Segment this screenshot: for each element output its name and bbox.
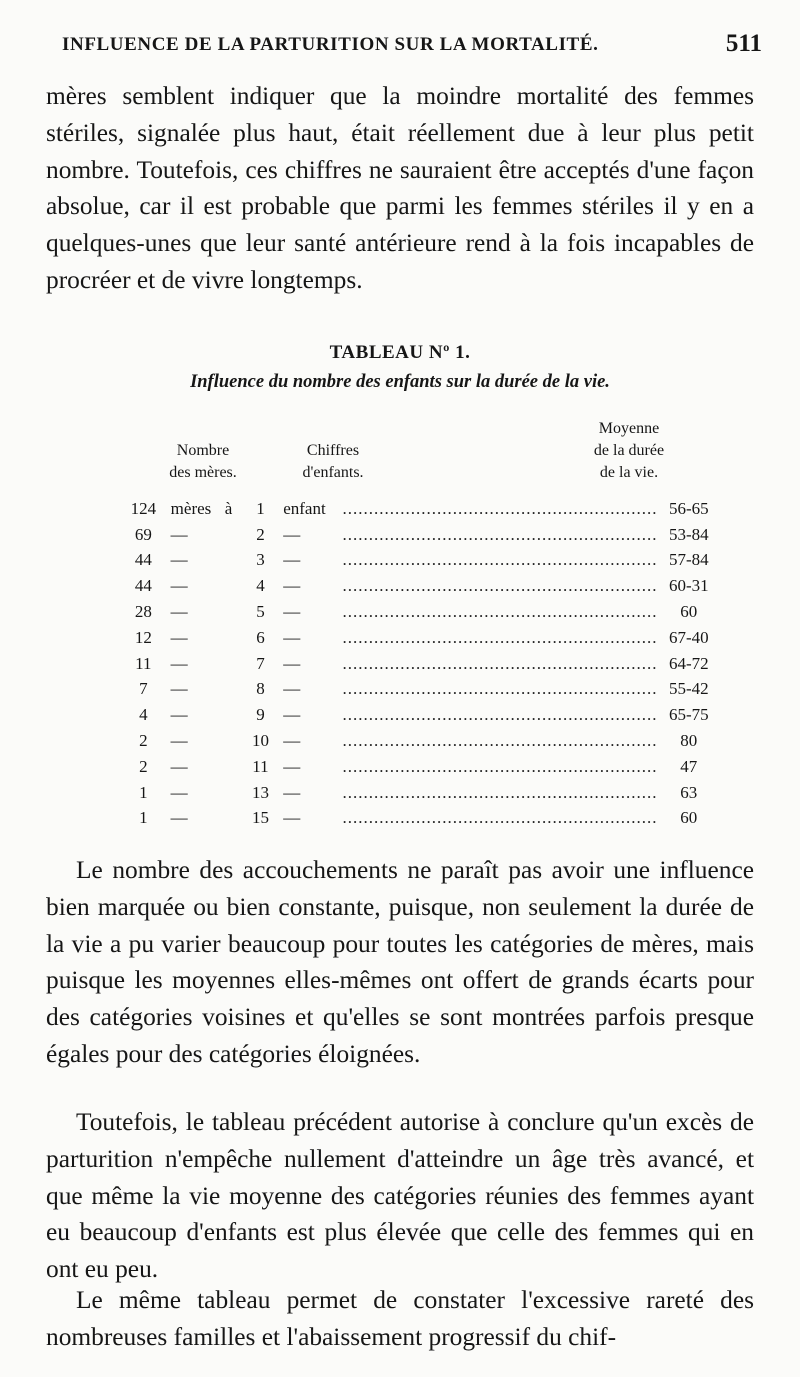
table-row — [120, 780, 720, 806]
mothers-count: 11 — [135, 653, 152, 673]
preposition — [219, 806, 237, 832]
column-header-average-line-3: de la vie. — [599, 464, 659, 481]
running-title: INFLUENCE DE LA PARTURITION SUR LA MORTALITÉ. — [62, 34, 599, 55]
average-lifespan: 60 — [680, 602, 698, 622]
mothers-unit: — — [170, 679, 188, 699]
average-lifespan: 80 — [680, 731, 698, 751]
mothers-unit: — — [170, 653, 188, 673]
average-lifespan: 57-84 — [668, 550, 709, 570]
column-header-mothers — [148, 440, 258, 484]
mothers-unit: — — [170, 705, 188, 725]
preposition — [219, 754, 237, 780]
table-row — [120, 496, 720, 522]
table-row — [120, 573, 720, 599]
children-unit: — — [283, 627, 301, 647]
table-title: TABLEAU Nº 1. — [329, 342, 471, 363]
dot-leader: ............................................................ — [342, 731, 658, 751]
column-header-children — [278, 440, 388, 484]
children-count: 2 — [256, 524, 265, 544]
average-lifespan: 47 — [680, 756, 698, 776]
children-count: 5 — [256, 602, 265, 622]
paragraph-3: Toutefois, le tableau précédent autorise à conclure qu'un excès de parturition n'empêche nullement d'atteindre un âge très avancé, et que même la vie moyenne des catégories réunies des femmes ayant eu beaucoup d'enfants est plus élevée que celle des femmes qui en ont eu peu. — [46, 1108, 754, 1284]
children-count: 9 — [256, 705, 265, 725]
column-header-mothers-line-1: Nombre — [176, 442, 230, 459]
column-header-mothers-line-2: des mères. — [169, 464, 237, 481]
mothers-count: 44 — [134, 576, 152, 596]
children-unit: — — [283, 756, 301, 776]
children-count: 7 — [256, 653, 265, 673]
children-count: 8 — [256, 679, 265, 699]
children-count: 4 — [256, 576, 265, 596]
mothers-unit: — — [170, 756, 188, 776]
column-header-average-line-2: de la durée — [593, 442, 665, 459]
table-row — [120, 702, 720, 728]
column-header-children-line-1: Chiffres — [306, 442, 360, 459]
dot-leader: ............................................................ — [342, 808, 658, 828]
average-lifespan: 53-84 — [668, 524, 709, 544]
mothers-count: 7 — [139, 679, 148, 699]
dot-leader: ............................................................ — [342, 498, 658, 518]
mothers-count: 28 — [134, 602, 152, 622]
dot-leader: ............................................................ — [342, 653, 658, 673]
average-lifespan: 60 — [680, 808, 698, 828]
mothers-unit: — — [170, 602, 188, 622]
data-table-body — [120, 496, 720, 831]
dot-leader: ............................................................ — [342, 756, 658, 776]
children-count: 1 — [256, 498, 265, 518]
page-number: 511 — [725, 30, 762, 57]
mothers-unit: — — [170, 808, 188, 828]
preposition — [219, 780, 237, 806]
preposition — [219, 548, 237, 574]
preposition — [219, 702, 237, 728]
paragraph-2: Le nombre des accouchements ne paraît pas avoir une influence bien marquée ou bien constante, puisque, non seulement la durée de la vie a pu varier beaucoup pour toutes les catégories de mères, mais puisque les moyennes elles-mêmes ont offert de grands écarts pour des catégories voisines et qu'elles se sont montrées parfois presque égales pour des catégories éloignées. — [46, 856, 754, 1068]
average-lifespan: 64-72 — [668, 653, 709, 673]
column-header-average — [570, 418, 688, 484]
mothers-count: 124 — [130, 498, 157, 518]
running-header — [62, 30, 762, 57]
children-unit: — — [283, 550, 301, 570]
children-unit: — — [283, 731, 301, 751]
preposition — [219, 573, 237, 599]
average-lifespan: 60-31 — [668, 576, 709, 596]
table-row — [120, 754, 720, 780]
children-unit: — — [283, 679, 301, 699]
mothers-count: 2 — [139, 756, 148, 776]
table-subtitle: Influence du nombre des enfants sur la durée de la vie. — [190, 372, 610, 392]
children-count: 3 — [256, 550, 265, 570]
column-header-average-line-1: Moyenne — [598, 420, 660, 437]
dot-leader: ............................................................ — [342, 602, 658, 622]
table-row — [120, 651, 720, 677]
mothers-count: 1 — [139, 808, 148, 828]
preposition — [219, 728, 237, 754]
paragraph-4: Le même tableau permet de constater l'excessive rareté des nombreuses familles et l'abaissement progressif du chif- — [46, 1286, 754, 1351]
children-count: 6 — [256, 627, 265, 647]
children-count: 13 — [251, 782, 269, 802]
dot-leader: ............................................................ — [342, 782, 658, 802]
preposition — [219, 522, 237, 548]
preposition: à — [224, 498, 233, 518]
dot-leader: ............................................................ — [342, 627, 658, 647]
preposition — [219, 599, 237, 625]
children-unit: — — [283, 576, 301, 596]
table-row — [120, 677, 720, 703]
mothers-count: 69 — [134, 524, 152, 544]
data-table — [120, 496, 720, 831]
dot-leader: ............................................................ — [342, 524, 658, 544]
average-lifespan: 67-40 — [668, 627, 709, 647]
children-count: 15 — [251, 808, 269, 828]
mothers-unit: — — [170, 731, 188, 751]
mothers-unit: — — [170, 576, 188, 596]
paragraph-1: mères semblent indiquer que la moindre mortalité des femmes stériles, signalée plus haut, était réellement due à leur plus petit nombre. Toutefois, ces chiffres ne sauraient être acceptés d'une façon absolue, car il est probable que parmi les femmes stériles il y en a quelques-unes que leur santé antérieure rend à la fois incapables de procréer et de vivre longtemps. — [46, 82, 754, 294]
average-lifespan: 63 — [680, 782, 698, 802]
children-unit: — — [283, 602, 301, 622]
mothers-unit: mères — [170, 498, 212, 518]
preposition — [219, 651, 237, 677]
table-row — [120, 522, 720, 548]
average-lifespan: 65-75 — [668, 705, 709, 725]
table-row — [120, 548, 720, 574]
mothers-count: 4 — [139, 705, 148, 725]
children-unit: — — [283, 782, 301, 802]
dot-leader: ............................................................ — [342, 550, 658, 570]
table-row — [120, 728, 720, 754]
mothers-count: 1 — [139, 782, 148, 802]
children-count: 10 — [251, 731, 269, 751]
children-unit: — — [283, 705, 301, 725]
preposition — [219, 625, 237, 651]
children-unit: — — [283, 653, 301, 673]
mothers-unit: — — [170, 524, 188, 544]
dot-leader: ............................................................ — [342, 705, 658, 725]
children-unit: — — [283, 808, 301, 828]
preposition — [219, 677, 237, 703]
mothers-count: 12 — [134, 627, 152, 647]
children-count: 11 — [252, 756, 269, 776]
average-lifespan: 55-42 — [668, 679, 709, 699]
dot-leader: ............................................................ — [342, 679, 658, 699]
children-unit: enfant — [283, 498, 326, 518]
mothers-unit: — — [170, 627, 188, 647]
children-unit: — — [283, 524, 301, 544]
table-row — [120, 806, 720, 832]
mothers-count: 44 — [134, 550, 152, 570]
mothers-count: 2 — [139, 731, 148, 751]
column-header-children-line-2: d'enfants. — [302, 464, 364, 481]
mothers-unit: — — [170, 782, 188, 802]
table-row — [120, 599, 720, 625]
mothers-unit: — — [170, 550, 188, 570]
dot-leader: ............................................................ — [342, 576, 658, 596]
average-lifespan: 56-65 — [668, 498, 709, 518]
table-row — [120, 625, 720, 651]
